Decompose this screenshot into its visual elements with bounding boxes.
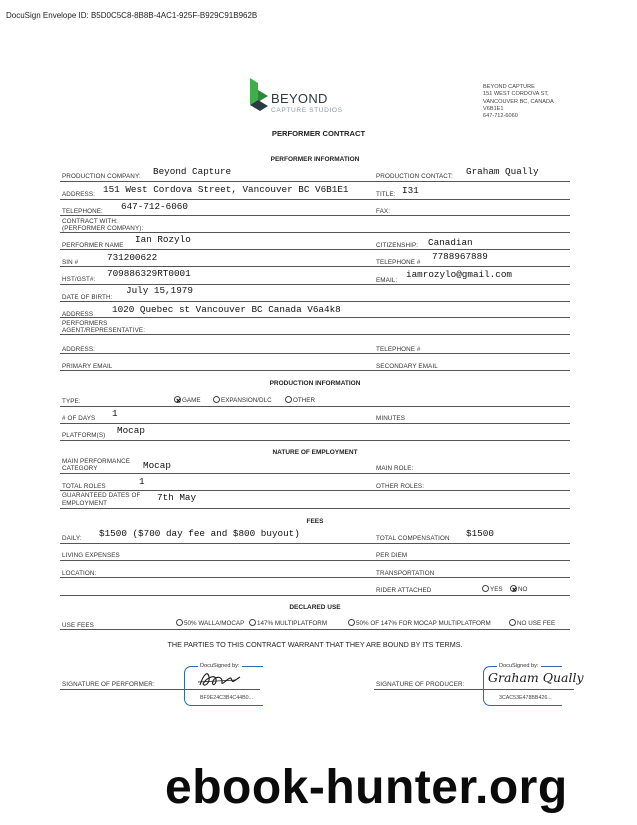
divider [60,543,570,544]
citizenship-label: CITIZENSHIP: [376,242,419,249]
type-option-expansion[interactable]: EXPANSION/DLC [213,396,272,404]
total-roles-value[interactable]: 1 [139,476,145,487]
radio-icon[interactable] [285,396,292,403]
contract-title: PERFORMER CONTRACT [271,129,366,138]
primary-email-label: PRIMARY EMAIL [62,363,113,370]
main-category-value[interactable]: Mocap [143,460,171,471]
docusigned-by-producer: DocuSigned by: [499,663,539,669]
radio-icon[interactable] [509,619,516,626]
use-option-mocap-multiplatform[interactable]: 50% OF 147% FOR MOCAP MULTIPLATFORM [348,619,491,627]
company-address-line1: 151 WEST CORDOVA ST, [483,91,549,98]
use-option-walla-mocap[interactable]: 50% WALLA/MOCAP [176,619,244,627]
total-compensation-value[interactable]: $1500 [466,528,494,539]
divider [60,490,570,491]
main-role-label: MAIN ROLE: [376,465,414,472]
rider-option-no[interactable]: NO [510,585,527,593]
divider [60,232,570,233]
beyond-logo-icon [248,78,270,112]
radio-icon[interactable] [482,585,489,592]
performer-company-label: (PERFORMER COMPANY): [62,225,144,232]
telephone-label: TELEPHONE: [62,208,103,215]
producer-signature[interactable]: Graham Qually [488,670,584,685]
days-value[interactable]: 1 [112,408,118,419]
days-label: # OF DAYS [62,415,96,422]
section-fees: FEES [306,518,324,525]
sin-value[interactable]: 731200622 [107,252,158,263]
company-name: BEYOND CAPTURE [483,84,535,90]
company-address-line2: VANCOUVER BC, CANADA [483,98,554,105]
employment-label: EMPLOYMENT [62,500,108,507]
email-label: EMAIL: [376,277,398,284]
platforms-label: PLATFORM(S) [62,432,106,439]
producer-signature-id: 3CAC53E478BB426... [499,695,552,701]
daily-value[interactable]: $1500 ($700 day fee and $800 buyout) [99,528,300,539]
total-compensation-label: TOTAL COMPENSATION [376,535,450,542]
warrant-statement: THE PARTIES TO THIS CONTRACT WARRANT THAT THEY ARE BOUND BY ITS TERMS. [167,640,463,649]
divider [60,249,570,250]
production-contact-value[interactable]: Graham Qually [466,166,539,177]
divider [60,334,570,335]
address-value[interactable]: 151 West Cordova Street, Vancouver BC V6B1E1 [103,184,349,195]
main-performance-label: MAIN PERFORMANCE [62,458,131,465]
citizenship-value[interactable]: Canadian [428,237,473,248]
watermark: ebook-hunter.org [165,761,568,814]
location-label: LOCATION: [62,570,97,577]
rider-option-yes[interactable]: YES [482,585,503,593]
guaranteed-dates-value[interactable]: 7th May [157,492,197,503]
divider [60,266,570,267]
divider [60,423,570,424]
dob-value[interactable]: July 15,1979 [126,285,193,296]
company-address-block [483,84,554,120]
company-postal: V6B1E1 [483,105,504,112]
platforms-value[interactable]: Mocap [117,425,145,436]
production-company-value[interactable]: Beyond Capture [153,166,232,177]
company-phone: 647-712-6060 [483,113,518,120]
signature-producer-label: SIGNATURE OF PRODUCER: [376,681,465,688]
email-value[interactable]: iamrozylo@gmail.com [406,269,513,280]
transportation-label: TRANSPORTATION [376,570,435,577]
per-diem-label: PER DIEM [376,552,408,559]
guaranteed-dates-label: GUARANTEED DATES OF [62,492,141,499]
sin-label: SIN # [62,259,79,266]
section-production-information: PRODUCTION INFORMATION [269,380,361,387]
performer-signature-id: BF9E24C3B4C44B0... [200,695,253,701]
performers-label: PERFORMERS [62,320,108,327]
fax-label: FAX: [376,208,391,215]
divider [60,199,570,200]
radio-icon-selected[interactable] [174,396,181,403]
radio-icon-selected[interactable] [510,585,517,592]
use-fees-label: USE FEES [62,622,94,629]
performer-signature-icon[interactable] [196,669,246,691]
other-roles-label: OTHER ROLES: [376,483,425,490]
type-option-other[interactable]: OTHER [285,396,315,404]
agent-telephone-label: TELEPHONE # [376,346,421,353]
performer-name-label: PERFORMER NAME [62,242,124,249]
performer-address-value[interactable]: 1020 Quebec st Vancouver BC Canada V6a4k8 [112,304,341,315]
hst-value[interactable]: 709886329RT0001 [107,268,191,279]
docusign-envelope-id: DocuSign Envelope ID: B5D0C5C8-8B8B-4AC1-925F-B929C91B962B [6,11,258,20]
section-performer-information: PERFORMER INFORMATION [270,156,360,163]
telephone2-label: TELEPHONE # [376,259,421,266]
hst-label: HST/GST#: [62,276,96,283]
divider [60,181,570,182]
divider [60,301,570,302]
type-option-game[interactable]: GAME [174,396,201,404]
radio-icon[interactable] [348,619,355,626]
agent-address-label: ADDRESS: [62,346,95,353]
radio-icon[interactable] [213,396,220,403]
use-option-multiplatform[interactable]: 147% MULTIPLATFORM [249,619,327,627]
agent-representative-label: AGENT/REPRESENTATIVE: [62,327,146,334]
divider [60,353,570,354]
title-value[interactable]: I31 [402,185,419,196]
divider [60,317,570,318]
minutes-label: MINUTES [376,415,406,422]
telephone2-value[interactable]: 7788967889 [432,251,488,262]
section-nature-of-employment: NATURE OF EMPLOYMENT [272,449,358,456]
divider [60,215,570,216]
divider [60,595,570,596]
radio-icon[interactable] [249,619,256,626]
section-declared-use: DECLARED USE [289,604,341,611]
performer-name-value[interactable]: Ian Rozylo [135,234,191,245]
contract-with-label: CONTRACT WITH: [62,218,118,225]
divider [60,370,570,371]
divider [60,577,570,578]
daily-label: DAILY: [62,535,82,542]
logo-word: BEYOND [271,91,328,106]
divider [60,508,570,509]
signature-performer-label: SIGNATURE OF PERFORMER: [62,681,155,688]
divider [60,473,570,474]
total-roles-label: TOTAL ROLES [62,483,106,490]
divider [60,440,570,441]
type-label: TYPE: [62,398,81,405]
performer-address-label: ADDRESS [62,311,94,318]
secondary-email-label: SECONDARY EMAIL [376,363,438,370]
telephone-value[interactable]: 647-712-6060 [121,201,188,212]
logo-subtitle: CAPTURE STUDIOS [271,107,343,114]
dob-label: DATE OF BIRTH: [62,294,113,301]
use-option-no-use-fee[interactable]: NO USE FEE [509,619,555,627]
title-label: TITLE: [376,191,396,198]
radio-icon[interactable] [176,619,183,626]
rider-attached-label: RIDER ATTACHED [376,587,432,594]
address-label: ADDRESS: [62,191,95,198]
category-label: CATEGORY [62,465,98,472]
production-company-label: PRODUCTION COMPANY: [62,173,141,180]
divider [60,629,570,630]
production-contact-label: PRODUCTION CONTACT: [376,173,453,180]
docusigned-by-performer: DocuSigned by: [200,663,240,669]
divider [60,560,570,561]
living-expenses-label: LIVING EXPENSES [62,552,120,559]
divider [60,406,570,407]
